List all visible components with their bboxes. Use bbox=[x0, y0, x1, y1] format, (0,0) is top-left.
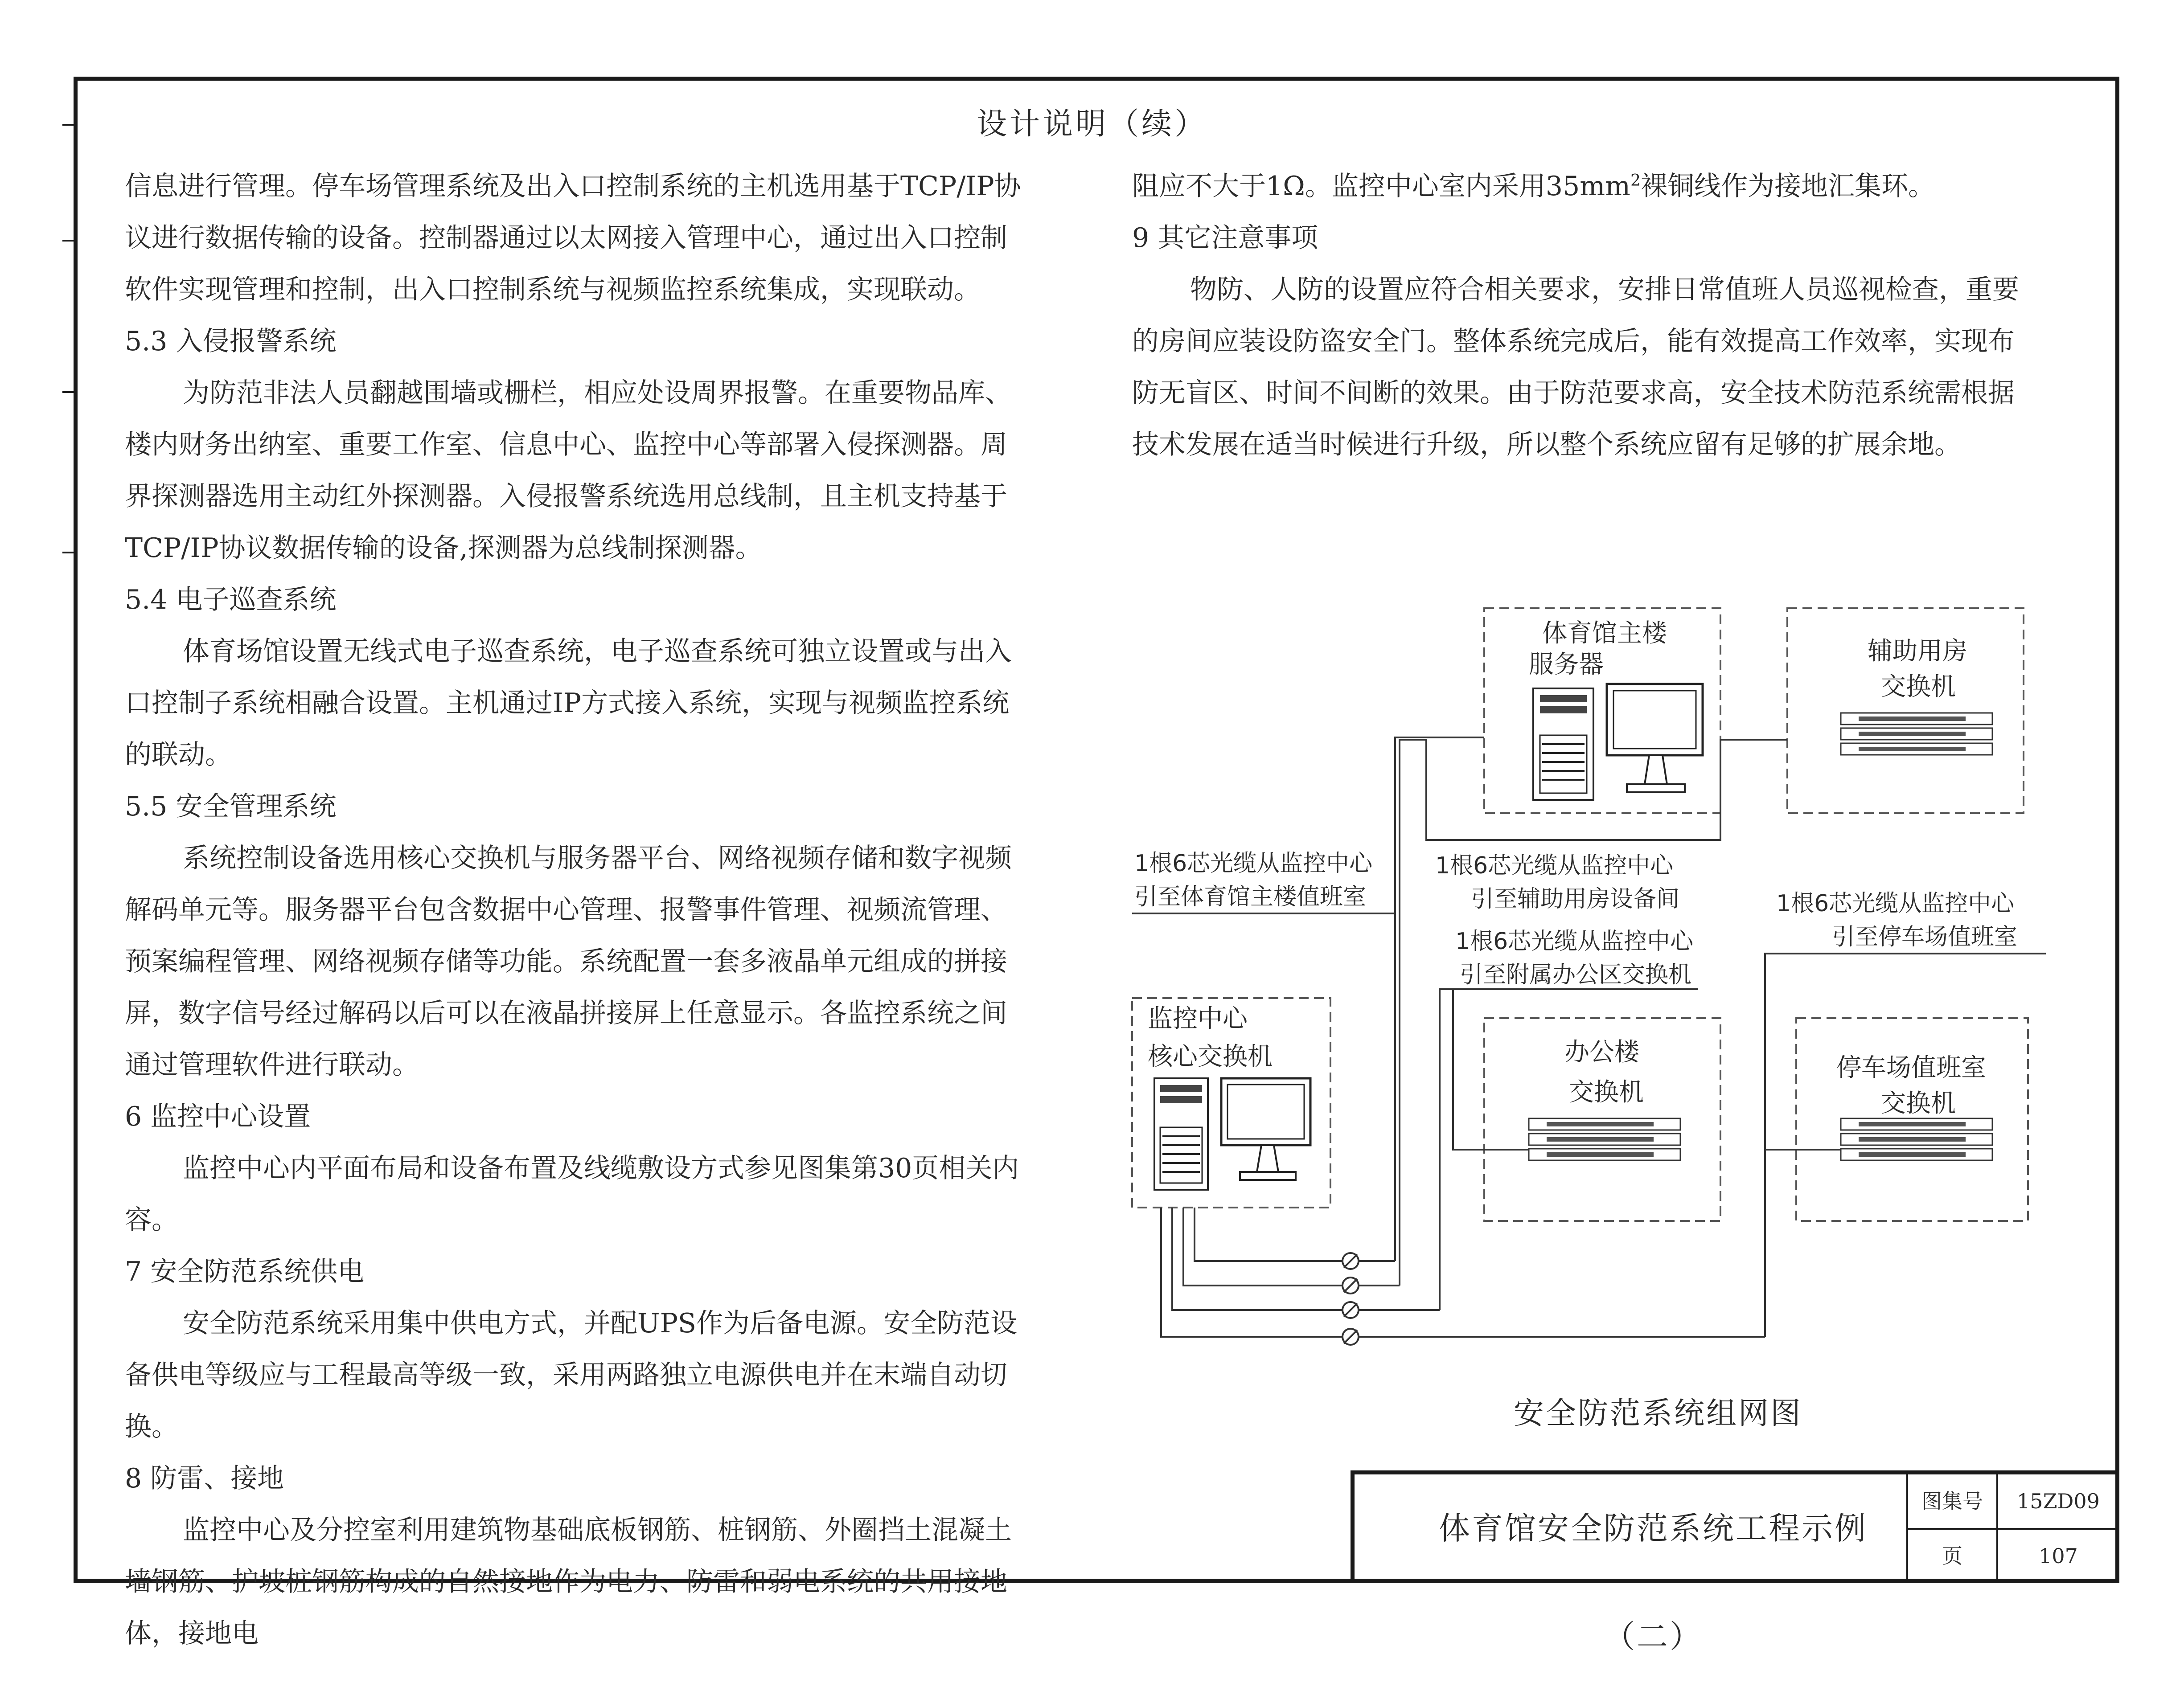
paragraph: 监控中心内平面布局和设备布置及线缆敷设方式参见图集第30页相关内容。 bbox=[125, 1153, 1019, 1236]
cable-label: 引至附属办公区交换机 bbox=[1460, 962, 1692, 988]
section-heading: 8 防雷、接地 bbox=[125, 1463, 284, 1494]
parking-switch-label: 停车场值班室 bbox=[1836, 1053, 1986, 1082]
monitor-icon bbox=[1607, 684, 1703, 792]
text-run: 裸铜线作为接地汇集环。 bbox=[1640, 171, 1935, 202]
paragraph: 物防、人防的设置应符合相关要求，安排日常值班人员巡视检查，重要的房间应装设防盗安全门。整体系统完成后，能有效提高工作效率，实现布防无盲区、时间不间断的效果。由于防范要求高，安全技术防范系统需根据技术发展在适当时候进行升级，所以整个系统应留有足够的扩展余地。 bbox=[1132, 274, 2019, 460]
cable-label: 1根6芯光缆从监控中心 bbox=[1134, 850, 1373, 877]
main-server-label: 体育馆主楼 bbox=[1542, 619, 1667, 648]
paragraph: 信息进行管理。停车场管理系统及出入口控制系统的主机选用基于TCP/IP协议进行数据传输的设备。控制器通过以太网接入管理中心，通过出入口控制软件实现管理和控制，出入口控制系统与视频监控系统集成，实现联动。 bbox=[125, 171, 1021, 305]
cable-label: 1根6芯光缆从监控中心 bbox=[1455, 928, 1694, 955]
text-run: 阻应不大于1Ω。监控中心室内采用35mm bbox=[1132, 171, 1631, 202]
section-heading: 9 其它注意事项 bbox=[1132, 222, 1318, 254]
monitor-center-label: 核心交换机 bbox=[1148, 1042, 1273, 1071]
paragraph: 安全防范系统采用集中供电方式，并配UPS作为后备电源。安全防范设备供电等级应与工程最高等级一致，采用两路独立电源供电并在末端自动切换。 bbox=[125, 1308, 1018, 1442]
server-tower-icon bbox=[1154, 1078, 1208, 1190]
page-title: 设计说明（续） bbox=[976, 106, 1207, 142]
office-switch-label: 交换机 bbox=[1569, 1078, 1644, 1107]
cable-label: 1根6芯光缆从监控中心 bbox=[1435, 852, 1674, 879]
server-tower-icon bbox=[1533, 688, 1593, 800]
paragraph: 体育场馆设置无线式电子巡查系统，电子巡查系统可独立设置或与出入口控制子系统相融合设置。主机通过IP方式接入系统，实现与视频监控系统的联动。 bbox=[125, 636, 1012, 770]
section-heading: 5.4 电子巡查系统 bbox=[125, 584, 337, 615]
title-block bbox=[1351, 1470, 2119, 1655]
paragraph: 为防范非法人员翻越围墙或栅栏，相应处设周界报警。在重要物品库、楼内财务出纳室、重要工作室、信息中心、监控中心等部署入侵探测器。周界探测器选用主动红外探测器。入侵报警系统选用总线制，且主机支持基于TCP/IP协议数据传输的设备,探测器为总线制探测器。 bbox=[125, 377, 1012, 564]
switch-icon bbox=[1841, 1118, 1992, 1160]
paragraph: 系统控制设备选用核心交换机与服务器平台、网络视频存储和数字视频解码单元等。服务器平台包含数据中心管理、报警事件管理、视频流管理、预案编程管理、网络视频存储等功能。系统配置一套多液晶单元组成的拼接屏，数字信号经过解码以后可以在液晶拼接屏上任意显示。各监控系统之间通过管理软件进行联动。 bbox=[125, 843, 1012, 1081]
cable-label: 引至辅助用房设备间 bbox=[1471, 886, 1680, 913]
cable-label: 1根6芯光缆从监控中心 bbox=[1776, 890, 2015, 917]
diagram-title: 安全防范系统组网图 bbox=[1513, 1396, 1803, 1431]
atlas-number-label: 图集号 bbox=[1921, 1489, 1983, 1513]
cable-lines bbox=[1132, 737, 2046, 1337]
page-number-value: 107 bbox=[2039, 1544, 2078, 1568]
atlas-number-value: 15ZD09 bbox=[2017, 1489, 2100, 1513]
section-heading: 5.5 安全管理系统 bbox=[125, 791, 337, 822]
cable-markers bbox=[1342, 1253, 1359, 1345]
section-heading: 7 安全防范系统供电 bbox=[125, 1256, 365, 1287]
superscript: 2 bbox=[1630, 172, 1641, 190]
paragraph: 监控中心及分控室利用建筑物基础底板钢筋、桩钢筋、外圈挡土混凝土墙钢筋、护坡桩钢筋构成的自然接地作为电力、防雷和弱电系统的共用接地体，接地电 bbox=[125, 1515, 1012, 1649]
section-heading: 5.3 入侵报警系统 bbox=[125, 326, 337, 357]
office-switch-label: 办公楼 bbox=[1564, 1038, 1639, 1067]
cable-label: 引至停车场值班室 bbox=[1832, 924, 2018, 950]
aux-switch-label: 辅助用房 bbox=[1868, 637, 1967, 666]
switch-icon bbox=[1841, 713, 1992, 755]
drawing-title: 体育馆安全防范系统工程示例（二） bbox=[1439, 1510, 1868, 1655]
page-label: 页 bbox=[1942, 1544, 1962, 1568]
section-heading: 6 监控中心设置 bbox=[125, 1101, 311, 1132]
monitor-center-label: 监控中心 bbox=[1148, 1004, 1248, 1033]
aux-switch-label: 交换机 bbox=[1881, 672, 1956, 701]
switch-icon bbox=[1529, 1118, 1680, 1160]
monitor-icon bbox=[1221, 1078, 1310, 1180]
parking-switch-label: 交换机 bbox=[1881, 1089, 1956, 1118]
cable-label: 引至体育馆主楼值班室 bbox=[1134, 884, 1367, 910]
main-server-label: 服务器 bbox=[1529, 650, 1604, 679]
